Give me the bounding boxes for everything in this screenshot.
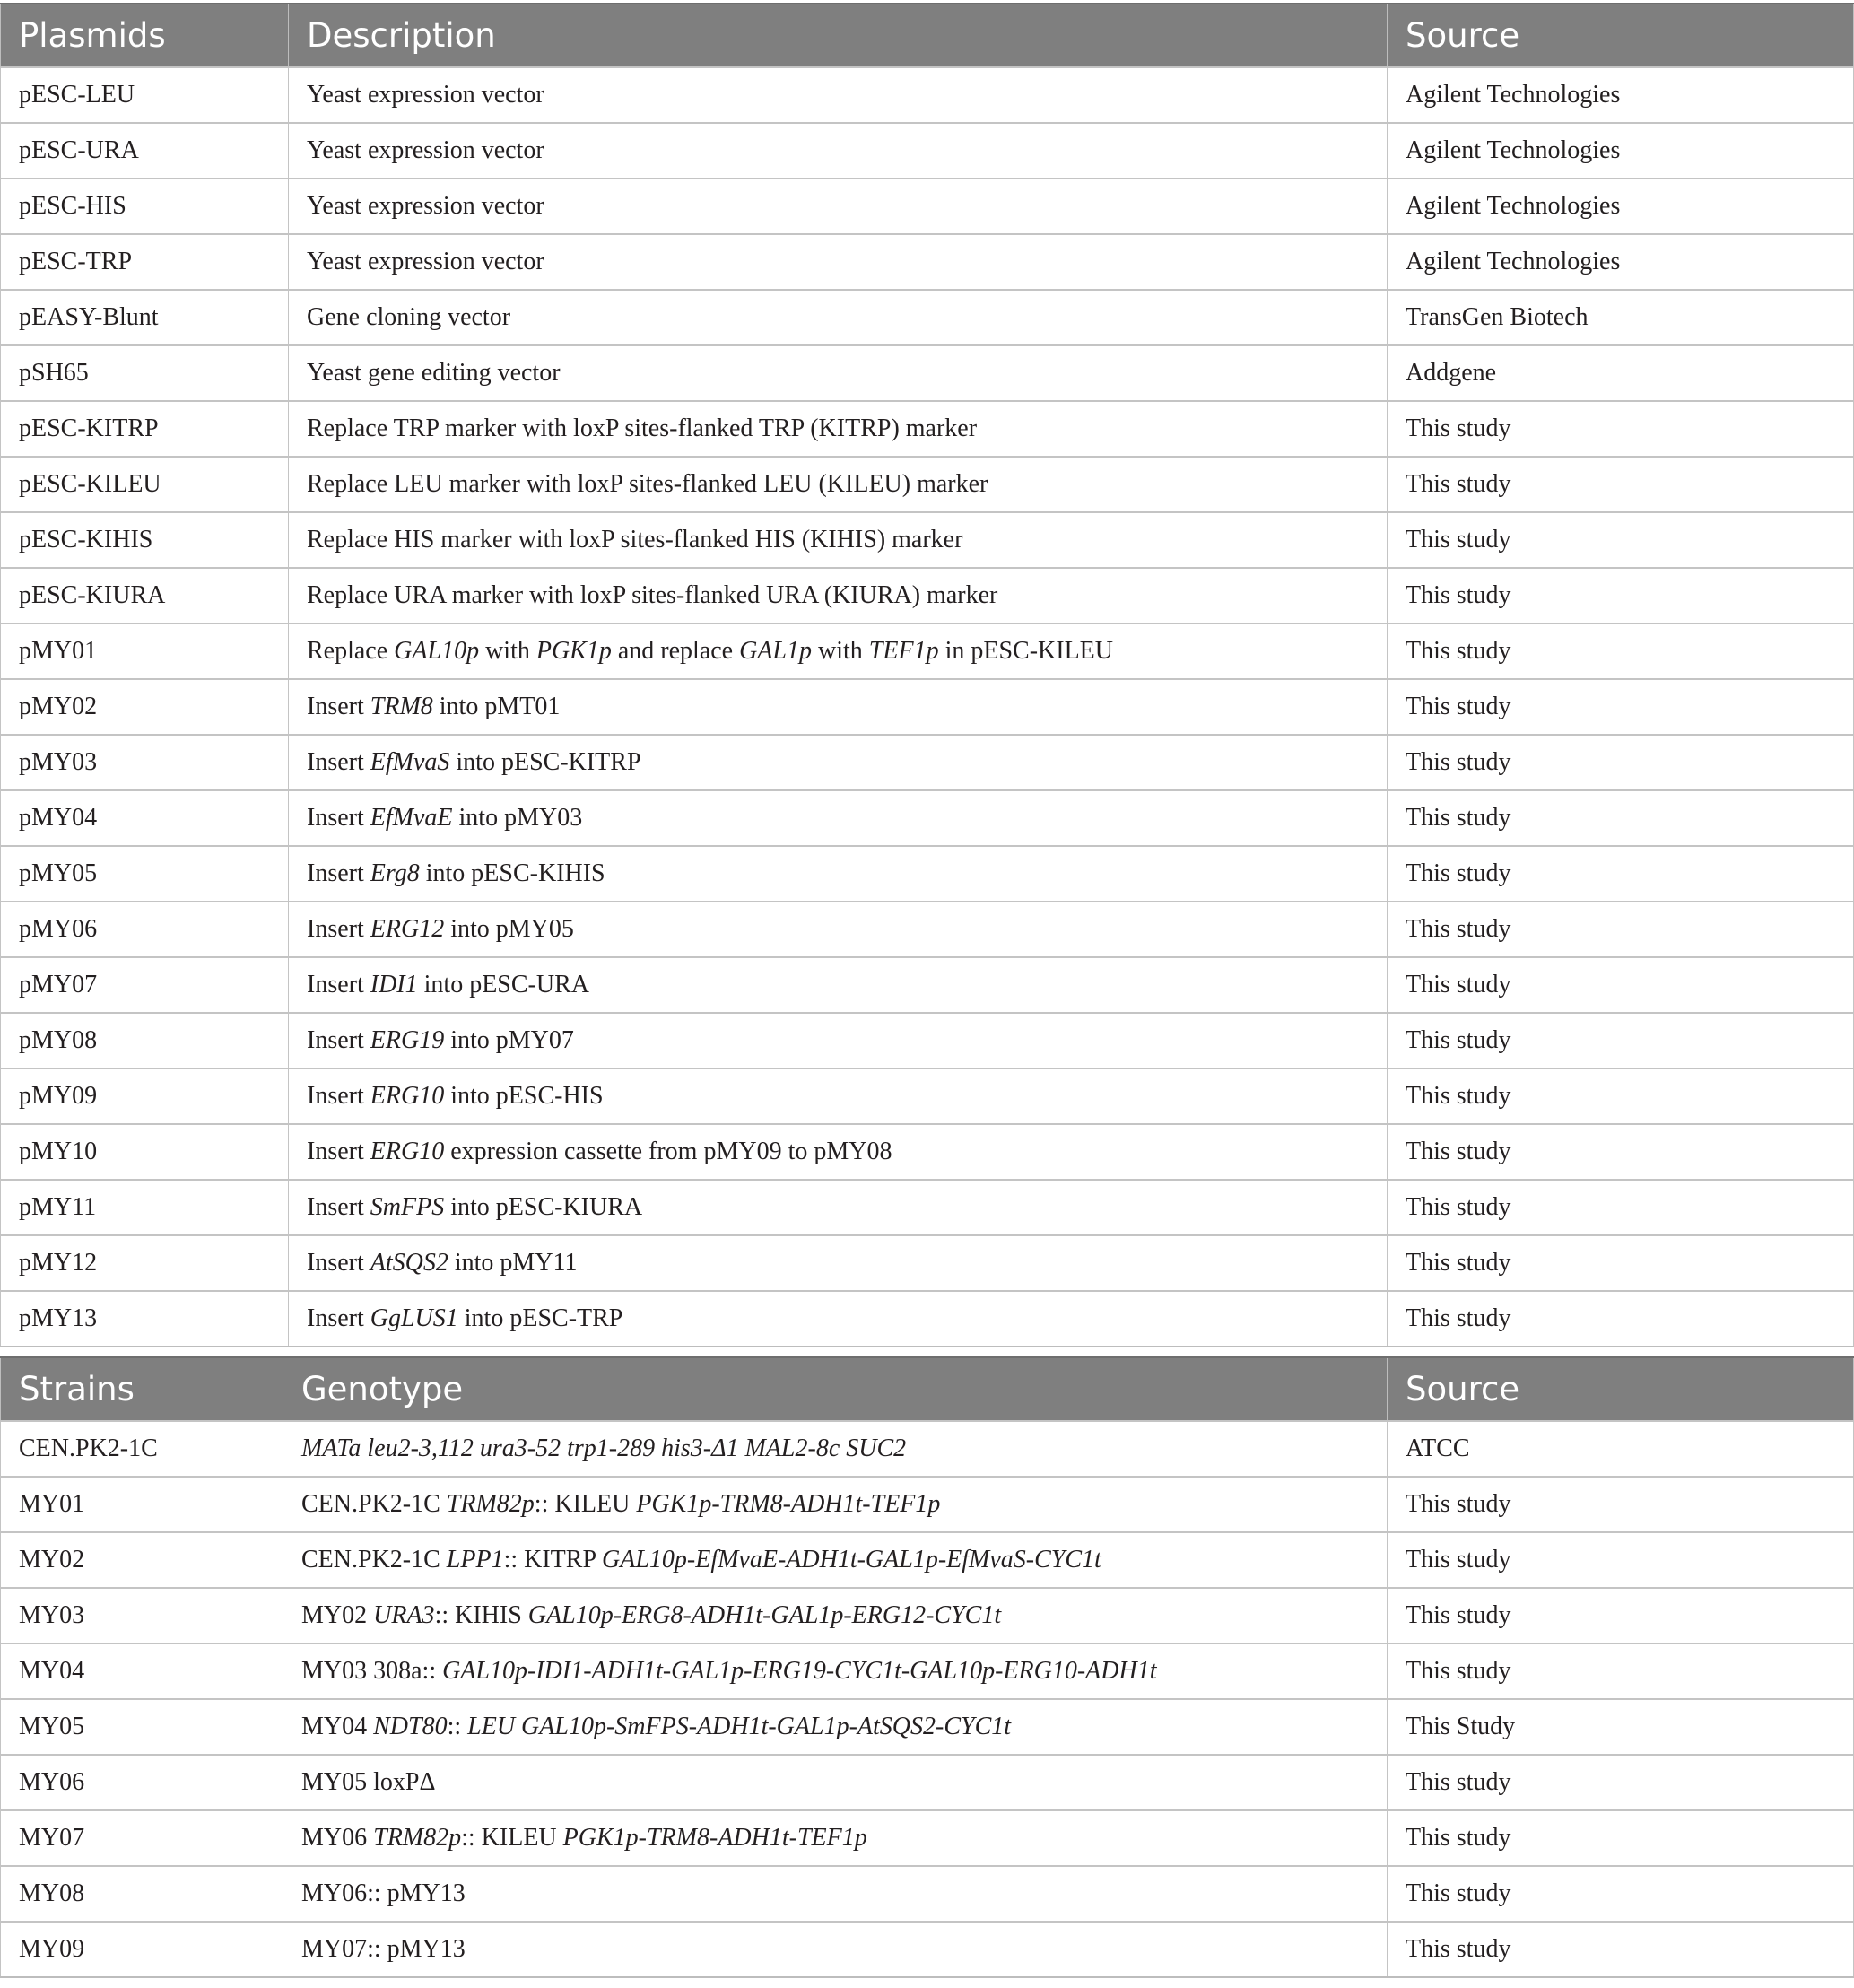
text-segment: GAL10p-EfMvaE-ADH1t-GAL1p-EfMvaS-CYC1t <box>602 1546 1101 1574</box>
text-segment: Insert <box>307 859 370 887</box>
plasmid-source-cell: This study <box>1388 401 1854 457</box>
plasmid-name-cell: pESC-KITRP <box>1 401 289 457</box>
text-segment: GAL10p <box>394 637 480 665</box>
text-segment: Insert <box>307 1138 370 1165</box>
plasmid-source-cell: This study <box>1388 1124 1854 1180</box>
strain-source-cell: This study <box>1388 1810 1854 1866</box>
text-segment: Insert <box>307 1026 370 1054</box>
text-segment: with <box>812 637 869 665</box>
strain-description-cell <box>283 1866 1388 1922</box>
text-segment: AtSQS2 <box>370 1249 448 1277</box>
strains-header-row <box>1 1357 1854 1421</box>
plasmid-row <box>1 123 1854 179</box>
text-segment: Insert <box>307 804 370 832</box>
text-segment: expression cassette from pMY09 to pMY08 <box>444 1138 892 1165</box>
text-segment: URA3 <box>373 1601 435 1629</box>
plasmid-row <box>1 957 1854 1013</box>
plasmid-description-cell <box>289 401 1388 457</box>
text-segment: :: KITRP <box>503 1546 602 1574</box>
text-segment: SmFPS <box>370 1193 445 1221</box>
text-segment: Insert <box>307 748 370 776</box>
text-segment: TEF1p <box>868 637 939 665</box>
plasmid-description-cell <box>289 902 1388 957</box>
plasmids-table <box>0 3 1854 1347</box>
plasmid-row <box>1 735 1854 790</box>
strain-name-cell: MY06 <box>1 1755 283 1810</box>
plasmid-name-cell: pEASY-Blunt <box>1 290 289 345</box>
text-segment: Replace LEU marker with loxP sites-flanked LEU (KILEU) marker <box>307 470 988 498</box>
plasmid-name-cell: pMY07 <box>1 957 289 1013</box>
plasmid-description-cell <box>289 1291 1388 1347</box>
text-segment: MY06 <box>301 1824 374 1852</box>
plasmid-source-cell: This study <box>1388 902 1854 957</box>
strain-source-cell: ATCC <box>1388 1421 1854 1477</box>
strains-table-body <box>1 1421 1854 1977</box>
plasmid-description-cell <box>289 290 1388 345</box>
text-segment: Insert <box>307 1193 370 1221</box>
strain-source-cell: This study <box>1388 1644 1854 1699</box>
plasmid-name-cell: pMY10 <box>1 1124 289 1180</box>
strains-header-name: Strains <box>1 1357 283 1421</box>
text-segment: GgLUS1 <box>370 1304 458 1332</box>
text-segment: EfMvaS <box>370 748 450 776</box>
text-segment: :: <box>447 1713 468 1740</box>
text-segment: into pESC-KIURA <box>444 1193 643 1221</box>
plasmid-source-cell: Agilent Technologies <box>1388 123 1854 179</box>
plasmid-source-cell: Agilent Technologies <box>1388 67 1854 123</box>
strain-source-cell: This study <box>1388 1532 1854 1588</box>
text-segment: Replace URA marker with loxP sites-flanked URA (KIURA) marker <box>307 581 998 609</box>
plasmid-name-cell: pESC-URA <box>1 123 289 179</box>
strain-row <box>1 1922 1854 1977</box>
strain-source-cell: This study <box>1388 1866 1854 1922</box>
strain-row <box>1 1866 1854 1922</box>
plasmid-source-cell: This study <box>1388 790 1854 846</box>
plasmid-description-cell <box>289 1068 1388 1124</box>
plasmids-header-row <box>1 4 1854 67</box>
text-segment: PGK1p-TRM8-ADH1t-TEF1p <box>636 1490 941 1518</box>
text-segment: Insert <box>307 1082 370 1110</box>
strain-description-cell <box>283 1755 1388 1810</box>
plasmid-description-cell <box>289 512 1388 568</box>
text-segment: MATa leu2-3,112 ura3-52 trp1-289 his3-Δ1 MAL2-8c SUC2 <box>301 1434 907 1462</box>
text-segment: PGK1p-TRM8-ADH1t-TEF1p <box>562 1824 867 1852</box>
plasmid-row <box>1 345 1854 401</box>
text-segment: Yeast gene editing vector <box>307 359 561 387</box>
plasmid-description-cell <box>289 179 1388 234</box>
strain-description-cell <box>283 1532 1388 1588</box>
strain-source-cell: This study <box>1388 1477 1854 1532</box>
strain-source-cell: This study <box>1388 1588 1854 1644</box>
strain-name-cell: MY08 <box>1 1866 283 1922</box>
text-segment: with <box>479 637 536 665</box>
plasmid-source-cell: This study <box>1388 957 1854 1013</box>
plasmid-row <box>1 902 1854 957</box>
plasmid-name-cell: pESC-HIS <box>1 179 289 234</box>
plasmid-row <box>1 1013 1854 1068</box>
strain-description-cell <box>283 1588 1388 1644</box>
text-segment: Yeast expression vector <box>307 81 544 109</box>
strain-description-cell <box>283 1922 1388 1977</box>
text-segment: into pMY07 <box>444 1026 574 1054</box>
strain-row <box>1 1477 1854 1532</box>
text-segment: TRM82p <box>373 1824 462 1852</box>
text-segment: MY03 308a:: <box>301 1657 443 1685</box>
plasmid-description-cell <box>289 623 1388 679</box>
plasmid-row <box>1 290 1854 345</box>
plasmid-row <box>1 846 1854 902</box>
text-segment: Insert <box>307 693 370 720</box>
plasmid-row <box>1 401 1854 457</box>
text-segment: TRM8 <box>370 693 433 720</box>
strain-row <box>1 1644 1854 1699</box>
plasmid-description-cell <box>289 790 1388 846</box>
strain-row <box>1 1421 1854 1477</box>
text-segment: into pMY05 <box>444 915 574 943</box>
strain-row <box>1 1532 1854 1588</box>
plasmid-source-cell: This study <box>1388 679 1854 735</box>
strain-name-cell: MY04 <box>1 1644 283 1699</box>
plasmid-name-cell: pMY11 <box>1 1180 289 1235</box>
plasmid-source-cell: Addgene <box>1388 345 1854 401</box>
plasmid-source-cell: This study <box>1388 1068 1854 1124</box>
plasmid-name-cell: pMY04 <box>1 790 289 846</box>
strain-name-cell: MY01 <box>1 1477 283 1532</box>
text-segment: into pMY03 <box>452 804 583 832</box>
plasmid-source-cell: Agilent Technologies <box>1388 179 1854 234</box>
plasmid-source-cell: This study <box>1388 512 1854 568</box>
text-segment: GAL10p-IDI1-ADH1t-GAL1p-ERG19-CYC1t-GAL10p-ERG10-ADH1t <box>442 1657 1157 1685</box>
plasmid-source-cell: TransGen Biotech <box>1388 290 1854 345</box>
text-segment: into pESC-HIS <box>444 1082 604 1110</box>
strain-source-cell: This study <box>1388 1922 1854 1977</box>
plasmid-row <box>1 568 1854 623</box>
plasmid-name-cell: pMY03 <box>1 735 289 790</box>
strain-name-cell: CEN.PK2-1C <box>1 1421 283 1477</box>
text-segment: into pMT01 <box>432 693 561 720</box>
text-segment: MY05 loxPΔ <box>301 1768 436 1796</box>
plasmid-name-cell: pMY02 <box>1 679 289 735</box>
plasmid-description-cell <box>289 123 1388 179</box>
plasmid-name-cell: pMY12 <box>1 1235 289 1291</box>
text-segment: Replace <box>307 637 395 665</box>
plasmid-description-cell <box>289 568 1388 623</box>
plasmid-name-cell: pESC-KILEU <box>1 457 289 512</box>
strain-name-cell: MY09 <box>1 1922 283 1977</box>
plasmid-name-cell: pMY01 <box>1 623 289 679</box>
plasmids-header-description: Description <box>289 4 1388 67</box>
plasmids-header-name: Plasmids <box>1 4 289 67</box>
plasmid-row <box>1 67 1854 123</box>
plasmid-row <box>1 1291 1854 1347</box>
text-segment: Insert <box>307 1249 370 1277</box>
plasmid-name-cell: pESC-LEU <box>1 67 289 123</box>
strain-row <box>1 1699 1854 1755</box>
text-segment: Insert <box>307 1304 370 1332</box>
plasmid-name-cell: pMY13 <box>1 1291 289 1347</box>
plasmid-name-cell: pMY09 <box>1 1068 289 1124</box>
text-segment: MY07:: pMY13 <box>301 1935 466 1963</box>
text-segment: MY02 <box>301 1601 374 1629</box>
text-segment: Replace HIS marker with loxP sites-flanked HIS (KIHIS) marker <box>307 526 963 554</box>
plasmid-source-cell: Agilent Technologies <box>1388 234 1854 290</box>
plasmid-source-cell: This study <box>1388 623 1854 679</box>
strain-description-cell <box>283 1477 1388 1532</box>
text-segment: ERG10 <box>370 1082 445 1110</box>
text-segment: Erg8 <box>370 859 420 887</box>
strain-description-cell <box>283 1699 1388 1755</box>
text-segment: CEN.PK2-1C <box>301 1490 447 1518</box>
plasmid-row <box>1 179 1854 234</box>
strain-row <box>1 1755 1854 1810</box>
plasmid-name-cell: pMY06 <box>1 902 289 957</box>
plasmid-description-cell <box>289 1124 1388 1180</box>
plasmid-row <box>1 623 1854 679</box>
text-segment: NDT80 <box>373 1713 448 1740</box>
plasmid-row <box>1 512 1854 568</box>
text-segment: and replace <box>611 637 740 665</box>
plasmid-row <box>1 234 1854 290</box>
text-segment: GAL10p-ERG8-ADH1t-GAL1p-ERG12-CYC1t <box>527 1601 1002 1629</box>
text-segment: MY06:: pMY13 <box>301 1879 466 1907</box>
text-segment: Yeast expression vector <box>307 136 544 164</box>
text-segment: into pESC-TRP <box>457 1304 623 1332</box>
text-segment: into pESC-KIHIS <box>419 859 605 887</box>
plasmid-name-cell: pSH65 <box>1 345 289 401</box>
plasmid-source-cell: This study <box>1388 1013 1854 1068</box>
strain-description-cell <box>283 1644 1388 1699</box>
plasmid-row <box>1 1235 1854 1291</box>
plasmid-description-cell <box>289 67 1388 123</box>
plasmid-description-cell <box>289 1235 1388 1291</box>
text-segment: :: KILEU <box>461 1824 563 1852</box>
plasmid-description-cell <box>289 345 1388 401</box>
plasmid-source-cell: This study <box>1388 457 1854 512</box>
plasmid-row <box>1 790 1854 846</box>
text-segment: GAL1p <box>739 637 813 665</box>
strain-name-cell: MY07 <box>1 1810 283 1866</box>
text-segment: Gene cloning vector <box>307 303 511 331</box>
plasmid-description-cell <box>289 735 1388 790</box>
strain-name-cell: MY02 <box>1 1532 283 1588</box>
text-segment: Yeast expression vector <box>307 248 544 275</box>
text-segment: :: KILEU <box>534 1490 637 1518</box>
plasmid-name-cell: pESC-TRP <box>1 234 289 290</box>
strain-name-cell: MY03 <box>1 1588 283 1644</box>
text-segment: ERG19 <box>370 1026 445 1054</box>
text-segment: EfMvaE <box>370 804 453 832</box>
strain-description-cell <box>283 1421 1388 1477</box>
plasmid-source-cell: This study <box>1388 735 1854 790</box>
plasmid-source-cell: This study <box>1388 1291 1854 1347</box>
strain-description-cell <box>283 1810 1388 1866</box>
text-segment: Insert <box>307 971 370 998</box>
plasmid-row <box>1 457 1854 512</box>
strains-header-source: Source <box>1388 1357 1854 1421</box>
text-segment: into pMY11 <box>448 1249 578 1277</box>
text-segment: Replace TRP marker with loxP sites-flanked TRP (KITRP) marker <box>307 414 978 442</box>
plasmid-name-cell: pESC-KIHIS <box>1 512 289 568</box>
plasmid-row <box>1 679 1854 735</box>
strain-name-cell: MY05 <box>1 1699 283 1755</box>
text-segment: ERG12 <box>370 915 445 943</box>
plasmid-source-cell: This study <box>1388 1235 1854 1291</box>
text-segment: ERG10 <box>370 1138 445 1165</box>
plasmid-description-cell <box>289 1013 1388 1068</box>
plasmid-source-cell: This study <box>1388 846 1854 902</box>
text-segment: MY04 <box>301 1713 374 1740</box>
text-segment: PGK1p <box>535 637 612 665</box>
plasmid-description-cell <box>289 679 1388 735</box>
plasmid-source-cell: This study <box>1388 568 1854 623</box>
strain-row <box>1 1810 1854 1866</box>
plasmid-name-cell: pMY05 <box>1 846 289 902</box>
strains-table <box>0 1356 1854 1978</box>
plasmid-description-cell <box>289 957 1388 1013</box>
plasmid-description-cell <box>289 457 1388 512</box>
text-segment: LEU GAL10p-SmFPS-ADH1t-GAL1p-AtSQS2-CYC1t <box>467 1713 1012 1740</box>
text-segment: :: KIHIS <box>434 1601 528 1629</box>
plasmids-header-source: Source <box>1388 4 1854 67</box>
plasmid-row <box>1 1124 1854 1180</box>
plasmid-name-cell: pESC-KIURA <box>1 568 289 623</box>
strains-header-genotype: Genotype <box>283 1357 1388 1421</box>
text-segment: into pESC-URA <box>417 971 589 998</box>
plasmid-row <box>1 1180 1854 1235</box>
text-segment: into pESC-KITRP <box>449 748 641 776</box>
strain-source-cell: This study <box>1388 1755 1854 1810</box>
plasmid-source-cell: This study <box>1388 1180 1854 1235</box>
text-segment: TRM82p <box>446 1490 535 1518</box>
plasmid-description-cell <box>289 846 1388 902</box>
plasmid-description-cell <box>289 234 1388 290</box>
text-segment: Insert <box>307 915 370 943</box>
text-segment: in pESC-KILEU <box>938 637 1114 665</box>
text-segment: CEN.PK2-1C <box>301 1546 447 1574</box>
text-segment: LPP1 <box>446 1546 504 1574</box>
text-segment: IDI1 <box>370 971 418 998</box>
plasmid-name-cell: pMY08 <box>1 1013 289 1068</box>
plasmids-table-body <box>1 67 1854 1347</box>
text-segment: Yeast expression vector <box>307 192 544 220</box>
strain-source-cell: This Study <box>1388 1699 1854 1755</box>
plasmid-description-cell <box>289 1180 1388 1235</box>
plasmid-row <box>1 1068 1854 1124</box>
strain-row <box>1 1588 1854 1644</box>
